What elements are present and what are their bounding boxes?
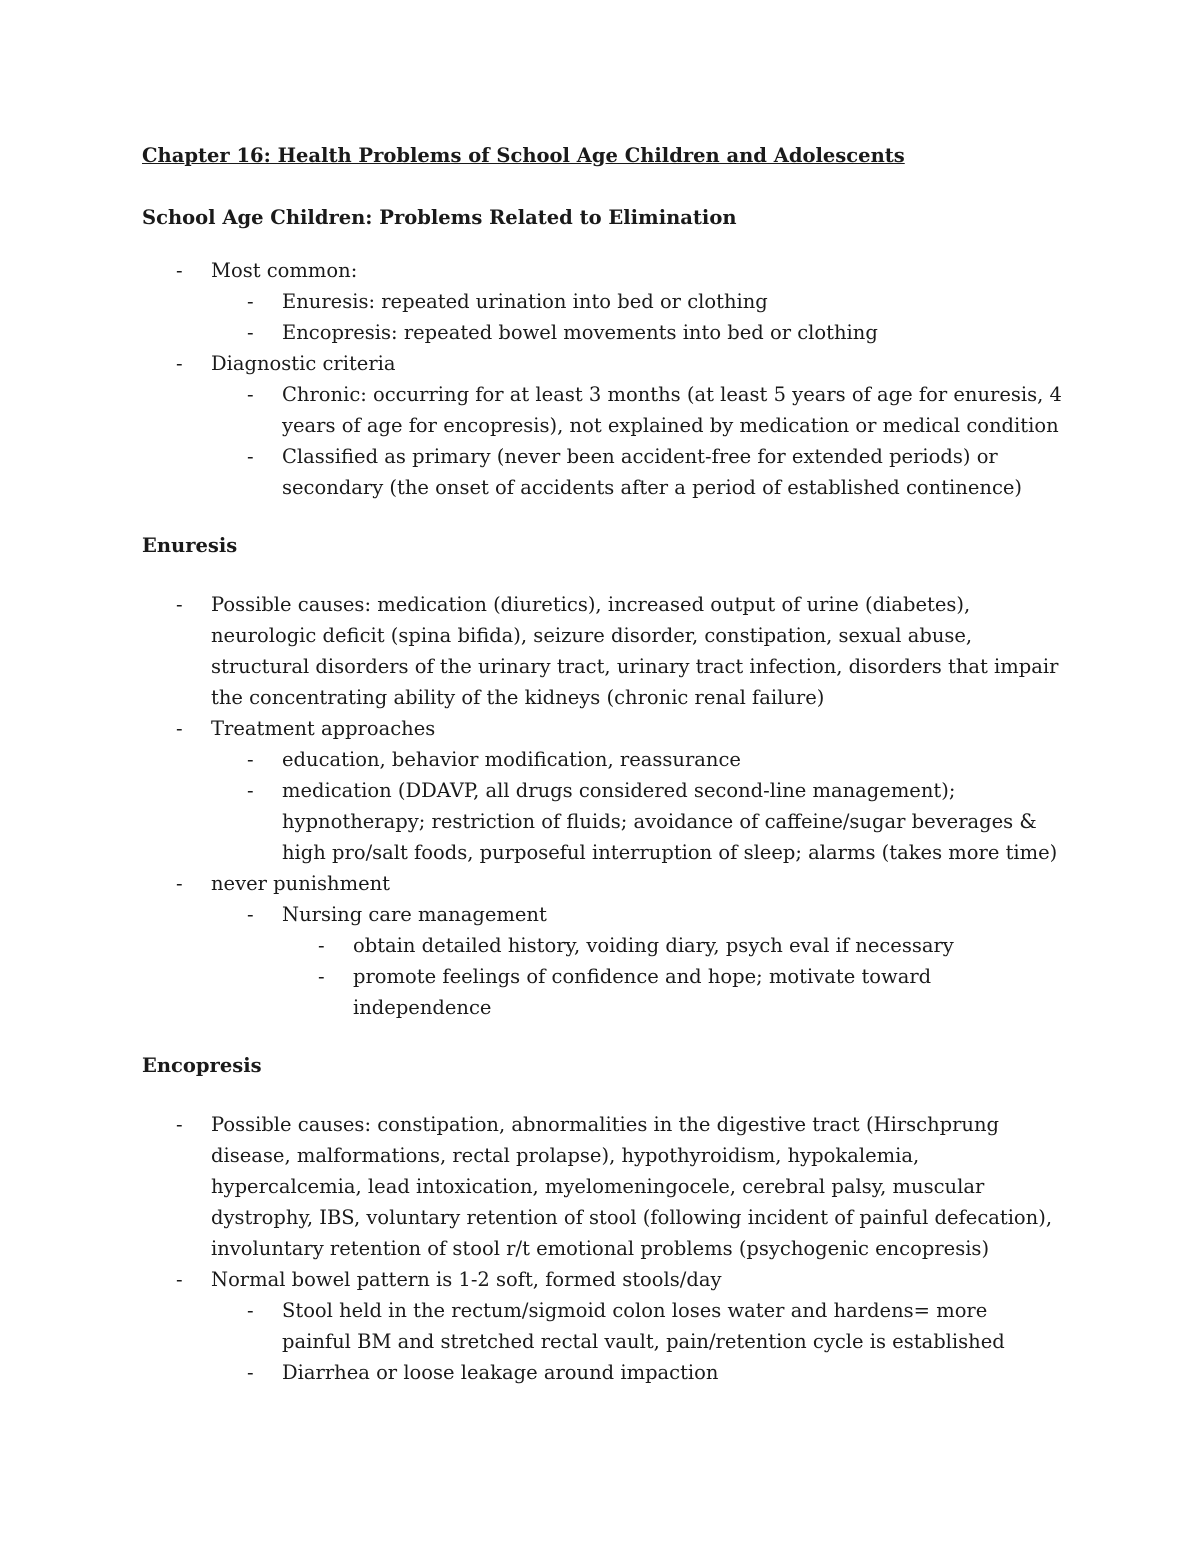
- list-item-text: Enuresis: repeated urination into bed or clothing: [282, 290, 768, 313]
- bullet-dash: -: [247, 779, 254, 802]
- bullet-dash: -: [247, 903, 254, 926]
- bullet-dash: -: [176, 1268, 183, 1291]
- bullet-dash: -: [247, 383, 254, 406]
- section-heading-elimination: School Age Children: Problems Related to Elimination: [142, 206, 737, 229]
- list-item: [142, 255, 1062, 348]
- bullet-dash: -: [247, 290, 254, 313]
- list-item-text: Possible causes: medication (diuretics), increased output of urine (diabetes), neurologic deficit (spina bifida), seizure disorder, constipation, sexual abuse, structural disorders of the urinary tract, urinary tract infection, disorders that impair the concentrating ability of the kidneys (chronic renal failure): [211, 593, 1059, 709]
- list-item: [142, 713, 1062, 868]
- list-item: [211, 1295, 1062, 1357]
- bullet-dash: -: [318, 965, 325, 988]
- section-heading-enuresis: Enuresis: [142, 534, 238, 557]
- bullet-dash: -: [247, 748, 254, 771]
- sub-list: [211, 286, 1062, 348]
- list-item: [211, 899, 1062, 1023]
- list-item: [211, 441, 1062, 503]
- list-item: [211, 317, 1062, 348]
- list-item-text: Diagnostic criteria: [211, 352, 396, 375]
- bullet-dash: -: [247, 1361, 254, 1384]
- list-item: [142, 868, 1062, 1023]
- list-item: [142, 589, 1062, 713]
- list-item-text: medication (DDAVP, all drugs considered second-line management); hypnotherapy; restriction of fluids; avoidance of caffeine/sugar beverages & high pro/salt foods, purposeful interruption of sleep; alarms (takes more time): [282, 779, 1058, 864]
- sub-list: [211, 379, 1062, 503]
- list-item-text: Chronic: occurring for at least 3 months (at least 5 years of age for enuresis, 4 years of age for encopresis), not explained by medication or medical condition: [282, 383, 1062, 437]
- list-item-text: Diarrhea or loose leakage around impaction: [282, 1361, 719, 1384]
- list-item-text: Classified as primary (never been accident-free for extended periods) or secondary (the onset of accidents after a period of established continence): [282, 445, 1023, 499]
- sub-list: [211, 1295, 1062, 1388]
- bullet-dash: -: [176, 352, 183, 375]
- bullet-dash: -: [176, 1113, 183, 1136]
- list-item: [282, 930, 1062, 961]
- list-item: [142, 1109, 1062, 1264]
- sub-sub-list: [282, 930, 1062, 1023]
- elimination-list: [142, 255, 1062, 503]
- bullet-dash: -: [247, 1299, 254, 1322]
- list-item-text: Most common:: [211, 259, 358, 282]
- bullet-dash: -: [318, 934, 325, 957]
- bullet-dash: -: [176, 259, 183, 282]
- bullet-dash: -: [176, 872, 183, 895]
- list-item-text: Nursing care management: [282, 903, 547, 926]
- list-item: [211, 1357, 1062, 1388]
- list-item: [142, 348, 1062, 503]
- list-item: [211, 744, 1062, 775]
- list-item: [211, 379, 1062, 441]
- enuresis-list: [142, 589, 1062, 1023]
- bullet-dash: -: [247, 445, 254, 468]
- list-item-text: Possible causes: constipation, abnormalities in the digestive tract (Hirschprung disease, malformations, rectal prolapse), hypothyroidism, hypokalemia, hypercalcemia, lead intoxication, myelomeningocele, cerebral palsy, muscular dystrophy, IBS, voluntary retention of stool (following incident of painful defecation), involuntary retention of stool r/t emotional problems (psychogenic encopresis): [211, 1113, 1053, 1260]
- list-item-text: obtain detailed history, voiding diary, psych eval if necessary: [353, 934, 954, 957]
- list-item: [282, 961, 1062, 1023]
- list-item: [211, 775, 1062, 868]
- bullet-dash: -: [176, 593, 183, 616]
- list-item-text: Stool held in the rectum/sigmoid colon loses water and hardens= more painful BM and stretched rectal vault, pain/retention cycle is established: [282, 1299, 1005, 1353]
- list-item-text: Normal bowel pattern is 1-2 soft, formed stools/day: [211, 1268, 722, 1291]
- bullet-dash: -: [247, 321, 254, 344]
- list-item-text: Treatment approaches: [211, 717, 436, 740]
- encopresis-list: [142, 1109, 1062, 1388]
- section-heading-encopresis: Encopresis: [142, 1054, 262, 1077]
- list-item: [211, 286, 1062, 317]
- list-item-text: promote feelings of confidence and hope; motivate toward independence: [353, 965, 932, 1019]
- sub-list: [211, 744, 1062, 868]
- bullet-dash: -: [176, 717, 183, 740]
- list-item-text: Encopresis: repeated bowel movements into bed or clothing: [282, 321, 878, 344]
- list-item-text: education, behavior modification, reassurance: [282, 748, 741, 771]
- list-item-text: never punishment: [211, 872, 391, 895]
- list-item: [142, 1264, 1062, 1388]
- document-page: [142, 140, 1062, 1388]
- page-title: Chapter 16: Health Problems of School Age Children and Adolescents: [142, 144, 905, 167]
- sub-list: [211, 899, 1062, 1023]
